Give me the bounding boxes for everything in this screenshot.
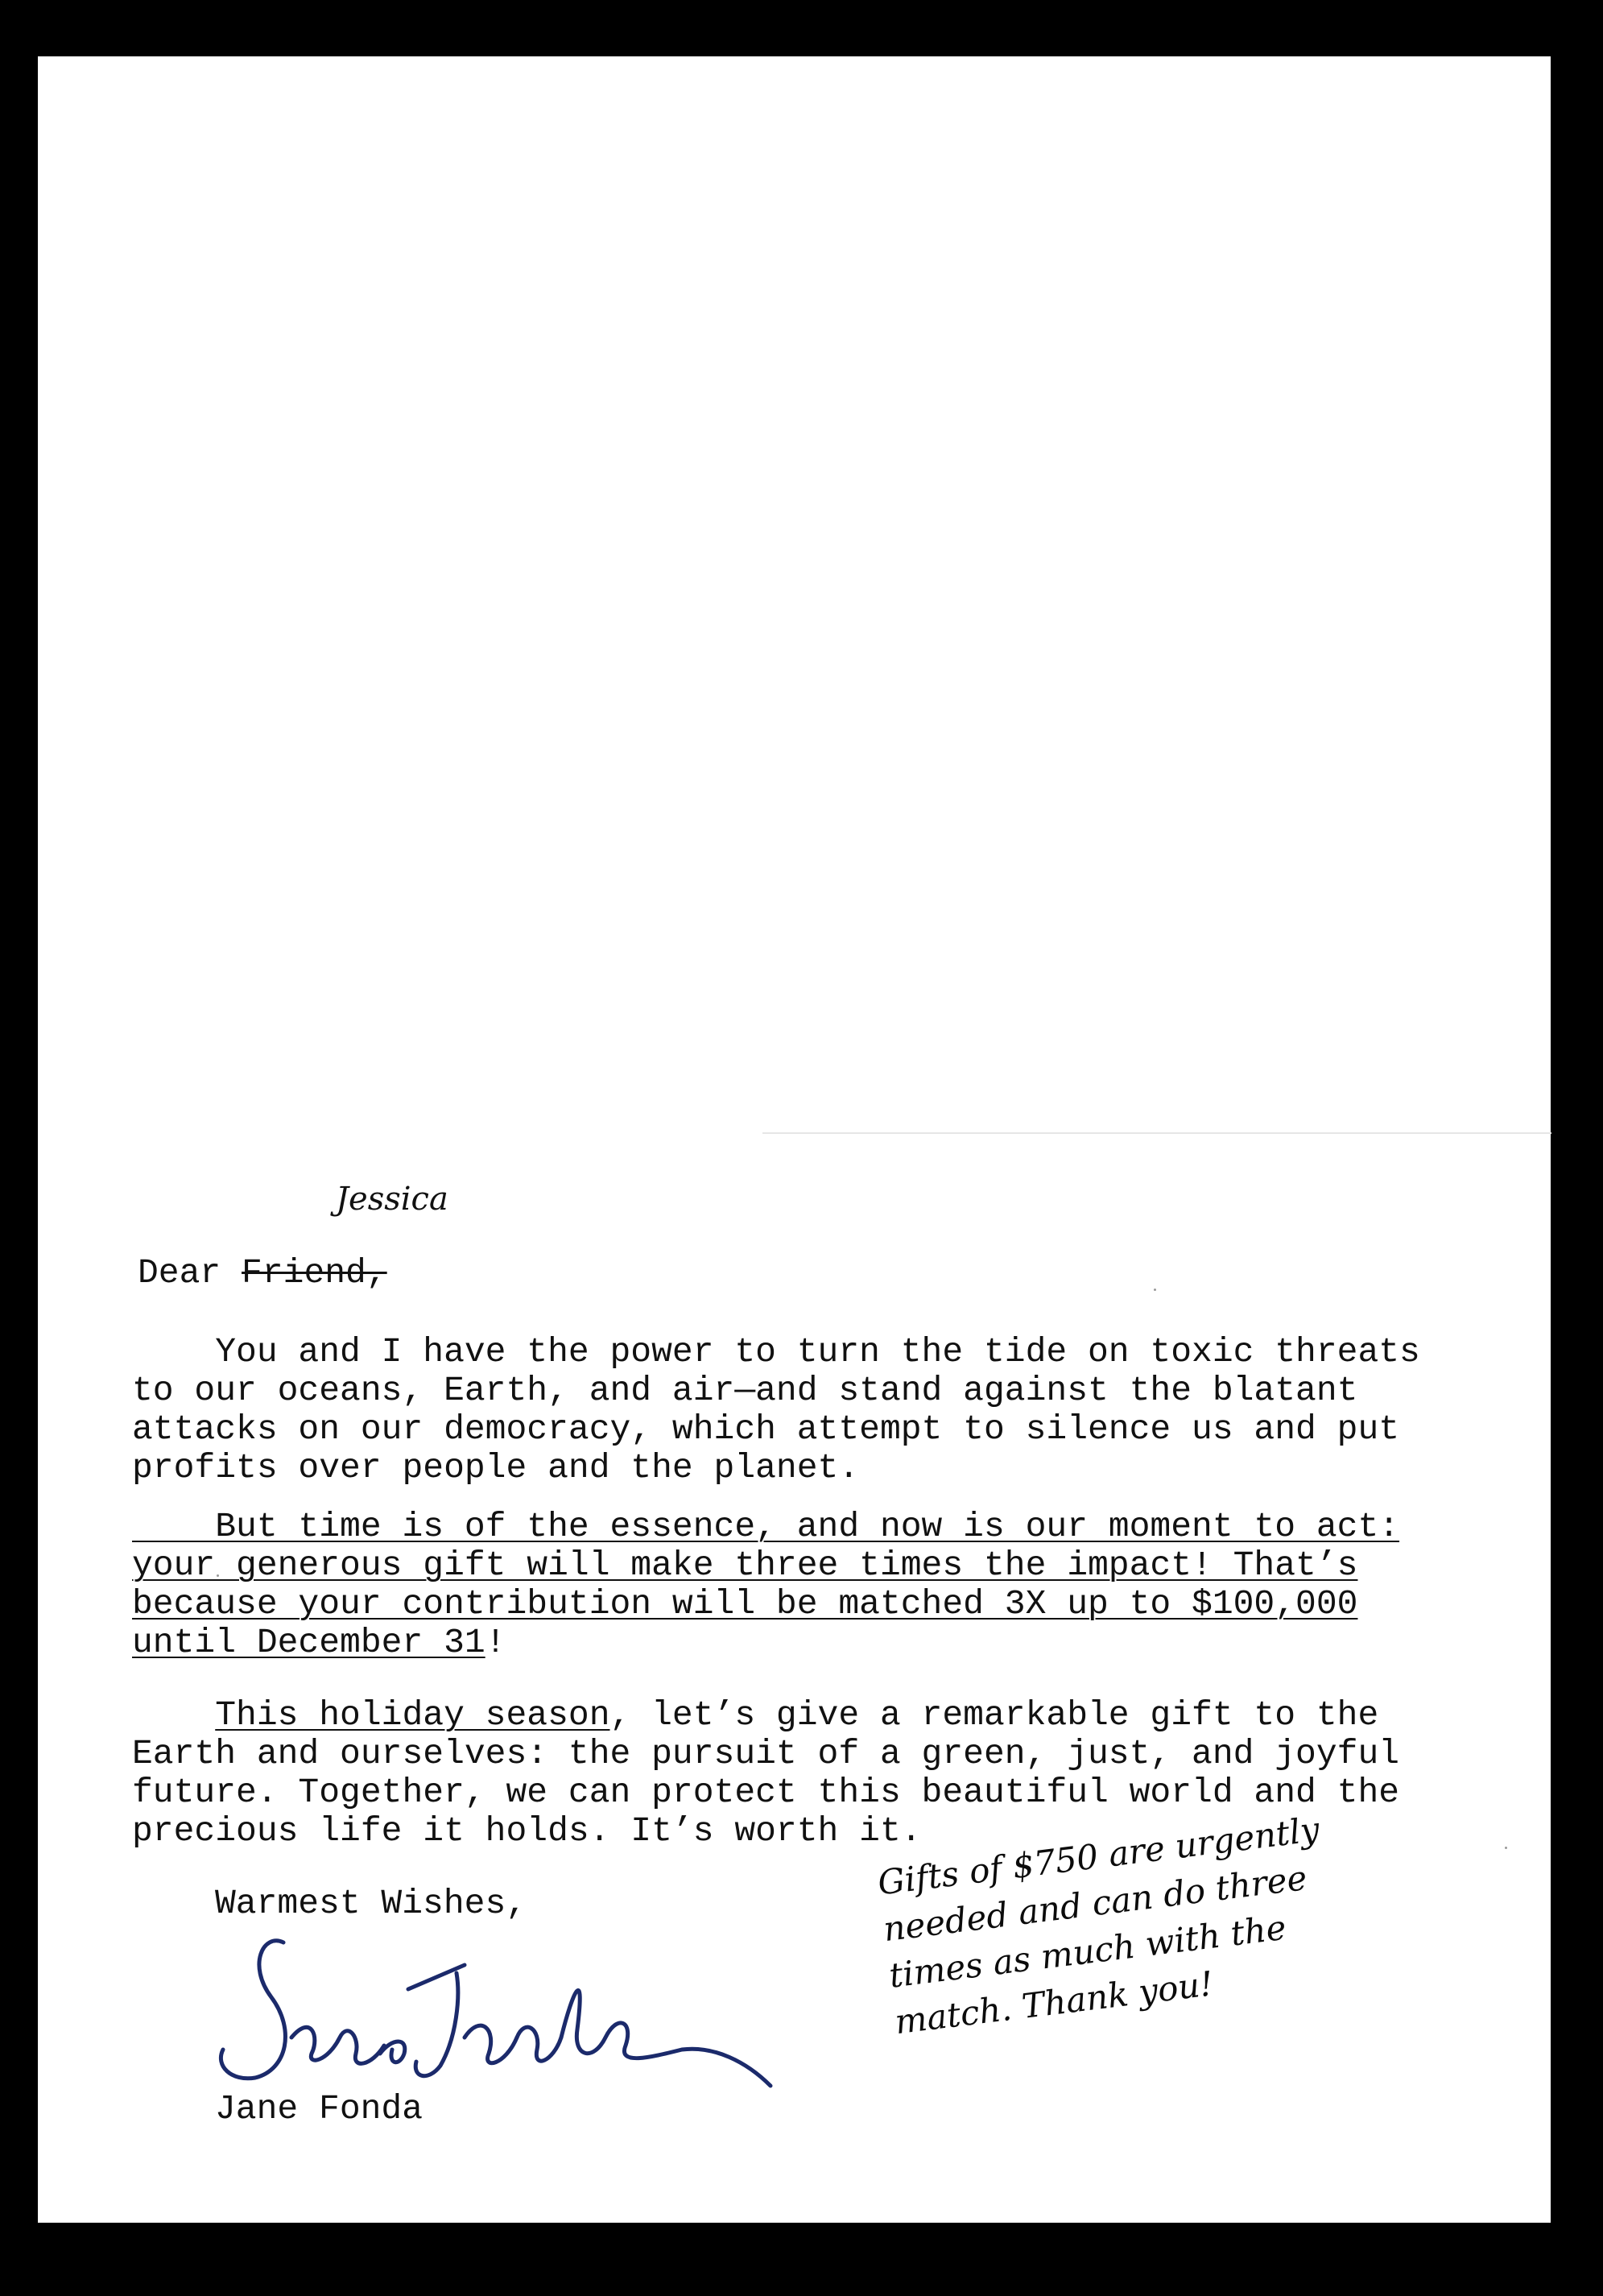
signature-image [199,1917,779,2102]
paragraph-2 [132,1508,1399,1662]
paragraph-3-indent [132,1695,215,1735]
signer-name: Jane Fonda [215,2089,423,2128]
paper-speck [1154,1289,1156,1291]
letter-page [38,56,1551,2223]
greeting [138,1254,387,1293]
greeting-struck-word: Friend, [242,1253,387,1293]
closing: Warmest Wishes, [215,1884,527,1923]
paragraph-2-tail: ! [485,1623,506,1662]
handwritten-note: Gifts of $750 are urgently needed and can do three times as much with the match. Thank you! [875,1809,1322,2042]
greeting-prefix: Dear [138,1253,242,1293]
paragraph-2-underlined: But time is of the essence, and now is our moment to act: your generous gift will make three times the impact! That’s because your contribution will be matched 3X up to $100,000 until December 31 [132,1507,1400,1662]
handwritten-recipient-name: Jessica [336,1181,448,1218]
paragraph-1: You and I have the power to turn the tide on toxic threats to our oceans, Earth, and air—and stand against the blatant attacks on our democracy, which attempt to silence us and put profits over people and the planet. [132,1332,1420,1487]
paragraph-3-rest: , let’s give a remarkable gift to the Earth and ourselves: the pursuit of a green, just, and joyful future. Together, we can protect this beautiful world and the precious life it holds. It’s worth it. [132,1695,1400,1851]
paragraph-3-underlined: This holiday season [215,1695,610,1735]
paper-speck [1505,1847,1507,1849]
faint-fold-line [762,1132,1551,1134]
